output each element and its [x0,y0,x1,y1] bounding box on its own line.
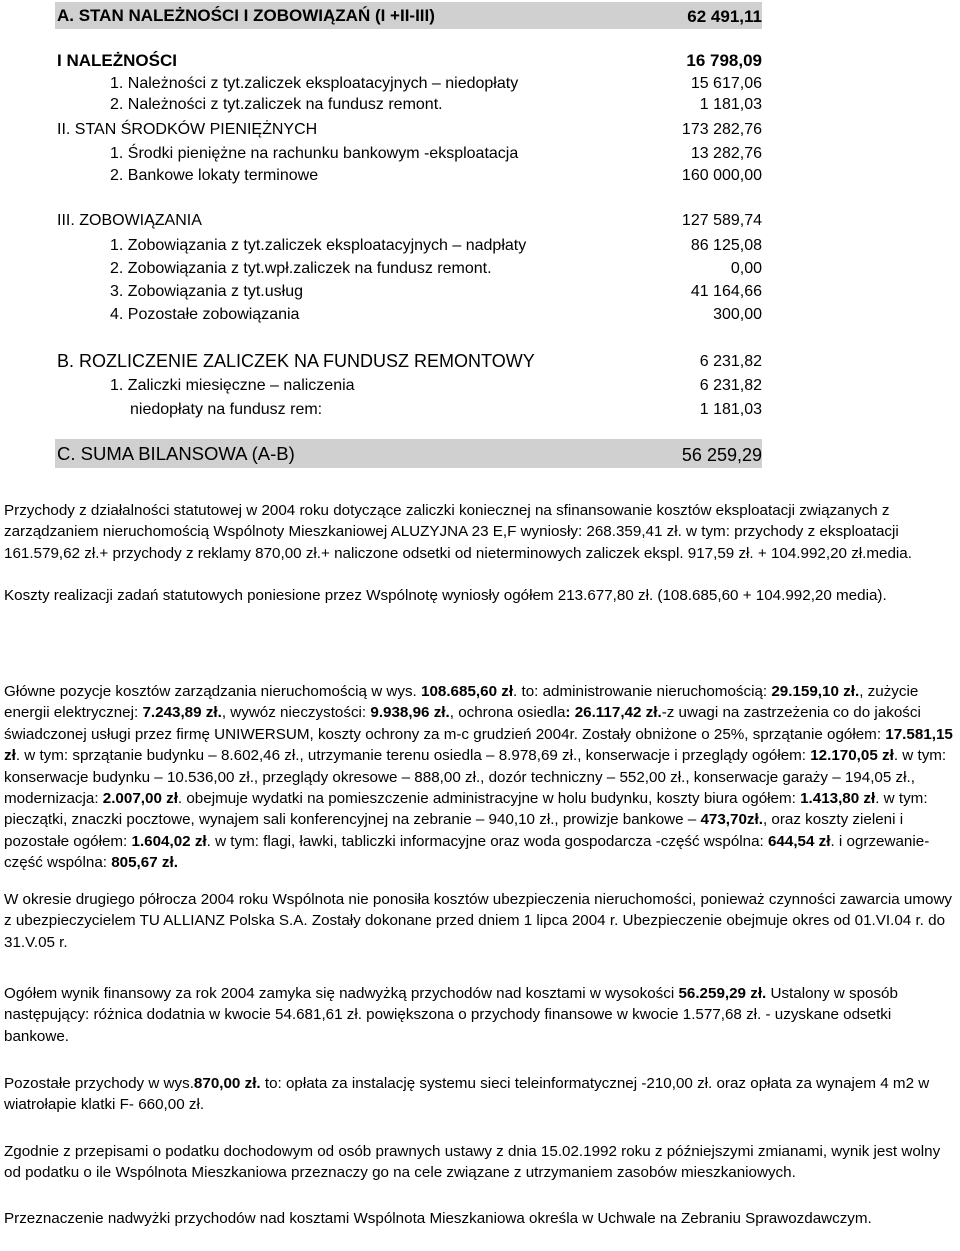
paragraph-result [4,983,954,1047]
paragraph-tax [4,1141,954,1184]
section-i-item-2-label: 2. Należności z tyt.zaliczek na fundusz remont. [110,96,443,113]
section-iii-item-4-value: 300,00 [713,306,762,323]
paragraph-insurance [4,889,954,953]
section-i-label: I NALEŻNOŚCI [57,51,177,70]
section-b-item-1-value: 6 231,82 [699,377,762,394]
paragraph-revenue [4,500,954,564]
section-i-value: 16 798,09 [686,51,762,70]
section-c-label: C. SUMA BILANSOWA (A-B) [57,443,295,464]
costs-text: Koszty realizacji zadań statutowych poniesione przez Wspólnotę wyniosły ogółem 213.677,80 zł. (108.685,60 + 104.992,20 media). [4,587,887,604]
section-ii-label: II. STAN ŚRODKÓW PIENIĘŻNYCH [57,121,318,138]
section-c-value: 56 259,29 [681,445,762,465]
section-b-item-2-label: niedopłaty na fundusz rem: [130,401,323,418]
section-b-label: B. ROZLICZENIE ZALICZEK NA FUNDUSZ REMONTOWY [57,351,535,371]
section-ii-value: 173 282,76 [681,121,762,138]
surplus-allocation-text: Przeznaczenie nadwyżki przychodów nad kosztami Wspólnota Mieszkaniowa określa w Uchwale na Zebraniu Sprawozdawczym. [4,1210,872,1227]
tax-text: Zgodnie z przepisami o podatku dochodowym od osób prawnych ustawy z dnia 15.02.1992 roku z późniejszymi zmianami, wynik jest wolny od podatku o ile Wspólnota Mieszkaniowa przeznaczy go na cele związane z utrzymaniem zasobów mieszkaniowych. [4,1143,941,1182]
section-iii-item-2-label: 2. Zobowiązania z tyt.wpł.zaliczek na fundusz remont. [110,260,492,277]
section-iii-item-4-label: 4. Pozostałe zobowiązania [110,306,300,323]
section-i-item-1-label: 1. Należności z tyt.zaliczek eksploatacyjnych – niedopłaty [110,75,519,92]
paragraph-costs [4,585,954,606]
section-ii-item-2-value: 160 000,00 [681,167,762,184]
result-text: Ogółem wynik finansowy za rok 2004 zamyka się nadwyżką przychodów nad kosztami w wysokości 56.259,29 zł. Ustalony w sposób następujący: różnica dodatnia w kwocie 54.681,61 zł. powiększona o przychody finansowe w kwocie 1.577,68 zł. - uzyskane odsetki bankowe. [4,985,898,1045]
section-i-item-2-value: 1 181,03 [699,96,762,113]
section-iii-item-1-label: 1. Zobowiązania z tyt.zaliczek eksploatacyjnych – nadpłaty [110,237,527,254]
section-iii-item-3-value: 41 164,66 [690,283,762,300]
section-b-item-2-value: 1 181,03 [699,401,762,418]
section-b-item-1-label: 1. Zaliczki miesięczne – naliczenia [110,377,355,394]
section-iii-item-2-value: 0,00 [730,260,762,277]
section-iii-item-1-value: 86 125,08 [690,237,762,254]
section-b-value: 6 231,82 [699,353,762,370]
paragraph-cost-breakdown [4,681,954,874]
section-i-item-1-value: 15 617,06 [690,75,762,92]
other-revenue-text: Pozostałe przychody w wys.870,00 zł. to: opłata za instalację systemu sieci teleinformatycznej -210,00 zł. oraz opłata za wynajem 4 m2 w wiatrołapie klatki F- 660,00 zł. [4,1075,930,1114]
section-a-value: 62 491,11 [687,7,762,26]
section-ii-item-1-label: 1. Środki pieniężne na rachunku bankowym -eksploatacja [110,145,519,162]
revenue-text: Przychody z działalności statutowej w 2004 roku dotyczące zaliczki koniecznej na sfinansowanie kosztów eksploatacji związanych z zarządzaniem nieruchomością Wspólnoty Mieszkaniowej ALUZYJNA 23 E,F wyniosły: 268.359,41 zł. w tym: przychody z eksploatacji 161.579,62 zł.+ przychody z reklamy 870,00 zł.+ naliczone odsetki od nieterminowych zaliczek ekspl. 917,59 zł. + 104.992,20 zł.media. [4,502,912,562]
paragraph-other-revenue [4,1073,954,1116]
section-iii-item-3-label: 3. Zobowiązania z tyt.usług [110,283,303,300]
cost-breakdown-text: Główne pozycje kosztów zarządzania nieruchomością w wys. 108.685,60 zł. to: administrowanie nieruchomością: 29.159,10 zł., zużycie energii elektrycznej: 7.243,89 zł., wywóz nieczystości: 9.938,96 zł., ochrona osiedla: 26.117,42 zł.-z uwagi na zastrzeżenia co do jakości świadczonej usługi przez firmę UNIWERSUM, koszty ochrony za m-c grudzień 2004r. Zostały obniżone o 25%, sprzątanie ogółem: 17.581,15 zł. w tym: sprzątanie budynku – 8.602,46 zł., utrzymanie terenu osiedla – 8.978,69 zł., konserwacje i przeglądy ogółem: 12.170,05 zł. w tym: konserwacje budynku – 10.536,00 zł., przeglądy okresowe – 888,00 zł., dozór techniczny – 552,00 zł., konserwacje garaży – 194,05 zł., modernizacja: 2.007,00 zł. obejmuje wydatki na pomieszczenie administracyjne w holu budynku, koszty biura ogółem: 1.413,80 zł. w tym: pieczątki, znaczki pocztowe, wynajem sali konferencyjnej na zebranie – 940,10 zł., prowizje bankowe – 473,70zł., oraz koszty zieleni i pozostałe ogółem: 1.604,02 zł. w tym: flagi, ławki, tabliczki informacyjne oraz woda gospodarcza -część wspólna: 644,54 zł. i ogrzewanie-część wspólna: 805,67 zł. [4,683,953,872]
paragraph-surplus-allocation [4,1208,954,1229]
section-ii-item-2-label: 2. Bankowe lokaty terminowe [110,167,319,184]
section-iii-value: 127 589,74 [681,212,762,229]
section-iii-label: III. ZOBOWIĄZANIA [57,212,202,229]
insurance-text: W okresie drugiego półrocza 2004 roku Wspólnota nie ponosiła kosztów ubezpieczenia nieruchomości, ponieważ czynności zawarcia umowy z ubezpieczycielem TU ALLIANZ Polska S.A. Zostały dokonane przed dniem 1 lipca 2004 r. Ubezpieczenie obejmuje okres od 01.VI.04 r. do 31.V.05 r. [4,891,953,951]
section-a-label: A. STAN NALEŻNOŚCI I ZOBOWIĄZAŃ (I +II-III) [57,6,435,25]
section-ii-item-1-value: 13 282,76 [690,145,762,162]
